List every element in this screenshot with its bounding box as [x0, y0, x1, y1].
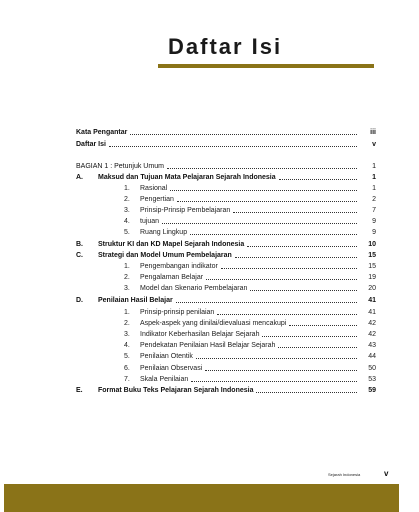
toc-entry-number: 3. — [124, 207, 130, 214]
toc-entry-label: Penilaian Otentik — [140, 353, 193, 360]
toc-entry[interactable] — [76, 171, 376, 182]
toc-entry-label: Maksud dan Tujuan Mata Pelajaran Sejarah Indonesia — [98, 174, 276, 181]
toc-leader-dots — [191, 374, 357, 382]
toc-leader-dots — [109, 139, 357, 147]
toc-entry-label: Model dan Skenario Pembelajaran — [140, 285, 248, 292]
toc-leader-dots — [167, 161, 357, 169]
toc-entry-label: Pengalaman Belajar — [140, 274, 204, 281]
toc-leader-dots — [162, 216, 357, 224]
toc-entry-number: 6. — [124, 365, 130, 372]
footer-bar — [4, 484, 399, 512]
toc-leader-dots — [262, 329, 357, 337]
toc-entry-number: D. — [76, 297, 83, 304]
toc-entry-number: 1. — [124, 185, 130, 192]
toc-entry-number: 4. — [124, 218, 130, 225]
toc-entry-page: 59 — [368, 387, 376, 394]
toc-leader-dots — [250, 283, 357, 291]
toc-leader-dots — [221, 261, 357, 269]
toc-entry-page: 15 — [368, 263, 376, 270]
toc-entry-label: Prinsip-prinsip penilaian — [140, 309, 215, 316]
toc-entry-page: 7 — [372, 207, 376, 214]
toc-entry-number: 3. — [124, 331, 130, 338]
toc-entry-number: B. — [76, 241, 83, 248]
toc-entry-label: Skala Penilaian — [140, 376, 189, 383]
toc-entry-label: Aspek-aspek yang dinilai/dievaluasi mencakupi — [140, 320, 287, 327]
toc-leader-dots — [247, 239, 357, 247]
toc-leader-dots — [206, 272, 357, 280]
toc-entry-number: 5. — [124, 353, 130, 360]
toc-leader-dots — [233, 205, 357, 213]
toc-entry-label: Ruang Lingkup — [140, 229, 188, 236]
toc-entry[interactable] — [76, 238, 376, 249]
toc-entry-label: Struktur KI dan KD Mapel Sejarah Indonesia — [98, 241, 245, 248]
toc-entry-page: iii — [370, 129, 376, 136]
toc-entry-page: 53 — [368, 376, 376, 383]
toc-entry[interactable] — [124, 182, 376, 193]
toc-leader-dots — [130, 127, 357, 135]
toc-entry[interactable] — [124, 282, 376, 293]
toc-entry-label: tujuan — [140, 218, 160, 225]
toc-entry[interactable] — [124, 215, 376, 226]
toc-entry-page: 50 — [368, 365, 376, 372]
toc-entry[interactable] — [124, 339, 376, 350]
toc-entry-label: Format Buku Teks Pelajaran Sejarah Indonesia — [98, 387, 254, 394]
toc-entry-page: 41 — [368, 297, 376, 304]
footer-page-number: v — [384, 469, 389, 478]
toc-entry-page: 43 — [368, 342, 376, 349]
toc-entry-label: BAGIAN 1 : Petunjuk Umum — [76, 163, 164, 170]
toc-entry[interactable] — [76, 160, 376, 171]
toc-entry-page: 1 — [372, 174, 376, 181]
toc-entry[interactable] — [124, 373, 376, 384]
toc-entry-label: Penilaian Observasi — [140, 365, 203, 372]
toc-entry-label: Penilaian Hasil Belajar — [98, 297, 173, 304]
toc-entry[interactable] — [124, 328, 376, 339]
toc-entry[interactable] — [76, 249, 376, 260]
toc-entry-number: A. — [76, 174, 83, 181]
toc-entry-label: Pengertian — [140, 196, 174, 203]
toc-entry[interactable] — [124, 306, 376, 317]
toc-entry-page: 15 — [368, 252, 376, 259]
toc-leader-dots — [177, 194, 357, 202]
toc-entry-label: Pendekatan Penilaian Hasil Belajar Sejarah — [140, 342, 276, 349]
toc-entry[interactable] — [124, 362, 376, 373]
toc-entry-number: 2. — [124, 274, 130, 281]
toc-entry-page: 2 — [372, 196, 376, 203]
toc-entry-number: E. — [76, 387, 83, 394]
toc-leader-dots — [279, 172, 357, 180]
toc-entry-label: Indikator Keberhasilan Belajar Sejarah — [140, 331, 260, 338]
toc-leader-dots — [170, 183, 357, 191]
toc-entry-number: C. — [76, 252, 83, 259]
toc-leader-dots — [176, 295, 357, 303]
toc-entry[interactable] — [76, 294, 376, 305]
toc-entry-page: 20 — [368, 285, 376, 292]
toc-entry[interactable] — [124, 260, 376, 271]
toc-leader-dots — [196, 351, 357, 359]
toc-entry-page: 9 — [372, 229, 376, 236]
toc-entry-page: 1 — [372, 185, 376, 192]
toc-entry-page: 19 — [368, 274, 376, 281]
toc-entry[interactable] — [76, 384, 376, 395]
toc-entry-number: 3. — [124, 285, 130, 292]
toc-entry[interactable] — [124, 226, 376, 237]
toc-entry[interactable] — [124, 317, 376, 328]
toc-entry-page: 42 — [368, 320, 376, 327]
toc-leader-dots — [235, 250, 357, 258]
toc-entry-number: 5. — [124, 229, 130, 236]
toc-leader-dots — [190, 227, 357, 235]
toc-entry-page: 42 — [368, 331, 376, 338]
toc-leader-dots — [205, 363, 357, 371]
toc-entry-number: 4. — [124, 342, 130, 349]
toc-entry-label: Pengembangan indikator — [140, 263, 218, 270]
toc-entry[interactable] — [76, 126, 376, 137]
toc-entry-page: 41 — [368, 309, 376, 316]
toc-entry-page: 1 — [372, 163, 376, 170]
toc-entry-label: Prinsip-Prinsip Pembelajaran — [140, 207, 231, 214]
toc-entry-label: Rasional — [140, 185, 168, 192]
toc-entry-page: 10 — [368, 241, 376, 248]
toc-entry-page: 44 — [368, 353, 376, 360]
toc-entry-number: 1. — [124, 263, 130, 270]
toc-entry-page: 9 — [372, 218, 376, 225]
toc-entry-label: Daftar Isi — [76, 141, 106, 148]
toc-entry-page: v — [372, 141, 376, 148]
toc-entry[interactable] — [124, 204, 376, 215]
toc-leader-dots — [217, 307, 357, 315]
toc-leader-dots — [289, 318, 357, 326]
toc-entry[interactable] — [124, 350, 376, 361]
page-title: Daftar Isi — [168, 34, 283, 59]
toc-entry-number: 1. — [124, 309, 130, 316]
toc-entry-label: Kata Pengantar — [76, 129, 128, 136]
toc-entry-number: 2. — [124, 196, 130, 203]
toc-entry[interactable] — [124, 271, 376, 282]
toc-entry[interactable] — [76, 138, 376, 149]
toc-leader-dots — [278, 340, 357, 348]
footer-book-title: Sejarah Indonesia — [328, 472, 361, 477]
toc-entry-number: 7. — [124, 376, 130, 383]
toc-entry-label: Strategi dan Model Umum Pembelajaran — [98, 252, 232, 259]
toc-leader-dots — [256, 385, 357, 393]
toc-entry[interactable] — [124, 193, 376, 204]
toc-entry-number: 2. — [124, 320, 130, 327]
